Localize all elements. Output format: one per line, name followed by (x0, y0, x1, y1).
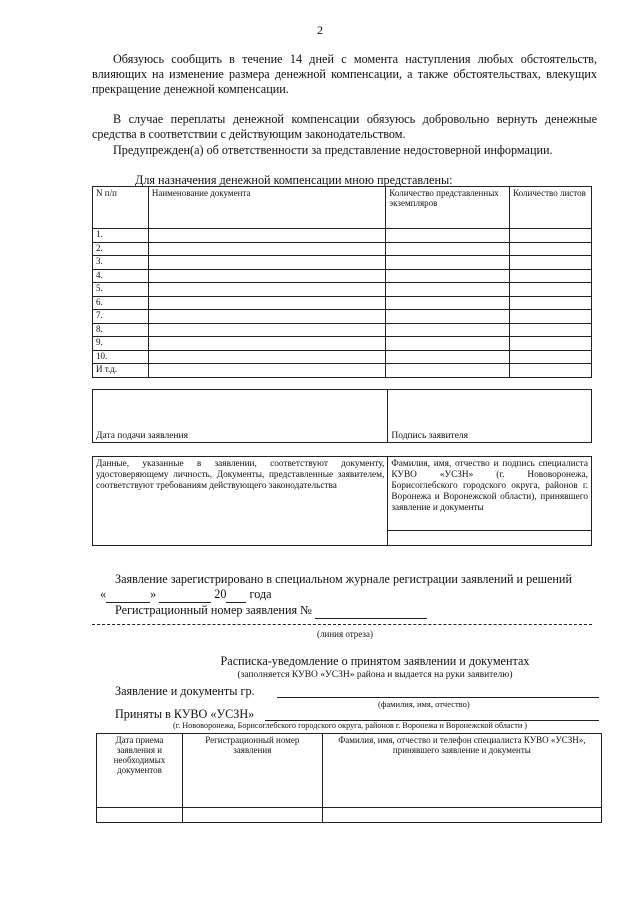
date-quote-open: « (100, 587, 107, 601)
receipt-title: Расписка-уведомление о принятом заявлении и документах (220, 654, 530, 668)
row-number: 6. (93, 296, 149, 310)
copies-cell[interactable] (386, 296, 510, 310)
registration-date-line (100, 587, 272, 603)
document-name-cell[interactable] (148, 256, 385, 270)
copies-cell[interactable] (386, 242, 510, 256)
page-number: 2 (317, 23, 323, 37)
date-day-field[interactable] (106, 587, 150, 603)
registration-text: Заявление зарегистрировано в специальном журнале регистрации заявлений и решений (115, 572, 572, 586)
application-date-label: Дата подачи заявления (96, 431, 188, 441)
registration-number-field[interactable] (315, 603, 427, 619)
receipt-date-header: Дата приема заявления и необходимых документов (97, 734, 183, 808)
table-row (93, 350, 592, 364)
sheets-cell[interactable] (510, 242, 592, 256)
receipt-accepted-hint: (г. Нововоронежа, Борисоглебского городского округа, районов г. Воронежа и Воронежской области ) (173, 721, 528, 730)
table-row (93, 296, 592, 310)
specialist-cell[interactable] (388, 457, 592, 546)
table-row (93, 242, 592, 256)
document-name-cell[interactable] (148, 229, 385, 243)
copies-cell[interactable] (386, 256, 510, 270)
sheets-cell[interactable] (510, 337, 592, 351)
receipt-from-hint: (фамилия, имя, отчество) (378, 699, 470, 709)
document-name-cell[interactable] (148, 323, 385, 337)
row-number: 10. (93, 350, 149, 364)
header-sheets: Количество листов (510, 187, 592, 229)
sheets-cell[interactable] (510, 283, 592, 297)
copies-cell[interactable] (386, 323, 510, 337)
header-copies: Количество представленных экземпляров (386, 187, 510, 229)
registration-number-line (115, 603, 427, 619)
row-number: 2. (93, 242, 149, 256)
applicant-signature-cell[interactable] (388, 390, 592, 443)
document-name-cell[interactable] (148, 310, 385, 324)
copies-cell[interactable] (386, 283, 510, 297)
cut-line-label: (линия отреза) (317, 629, 373, 639)
copies-cell[interactable] (386, 337, 510, 351)
copies-cell[interactable] (386, 229, 510, 243)
date-year-field[interactable] (226, 587, 246, 603)
table-row (93, 310, 592, 324)
table-row (93, 364, 592, 378)
applicant-signature-label: Подпись заявителя (391, 431, 469, 441)
table-row (93, 337, 592, 351)
document-name-cell[interactable] (148, 350, 385, 364)
receipt-specialist-cell[interactable] (322, 808, 601, 823)
specialist-statement: Фамилия, имя, отчество и подпись специалиста КУВО «УСЗН» (г. Нововоронежа, Борисоглебского городского округа, районов г. Воронежа и Воронежской области), принявшего заявление и документы (388, 457, 591, 531)
row-number: 8. (93, 323, 149, 337)
documents-intro: Для назначения денежной компенсации мною представлены: (135, 173, 453, 187)
document-name-cell[interactable] (148, 269, 385, 283)
cut-line (92, 624, 592, 625)
document-name-cell[interactable] (148, 283, 385, 297)
receipt-date-cell[interactable] (97, 808, 183, 823)
table-row (93, 283, 592, 297)
date-year-prefix: 20 (214, 587, 227, 601)
header-document-name: Наименование документа (148, 187, 385, 229)
sheets-cell[interactable] (510, 296, 592, 310)
date-year-suffix: года (249, 587, 272, 601)
copies-cell[interactable] (386, 364, 510, 378)
sheets-cell[interactable] (510, 256, 592, 270)
document-name-cell[interactable] (148, 364, 385, 378)
row-number: И т.д. (93, 364, 149, 378)
sheets-cell[interactable] (510, 310, 592, 324)
documents-table-header (93, 187, 592, 229)
receipt-regnum-cell[interactable] (182, 808, 322, 823)
receipt-from-field[interactable] (277, 697, 599, 698)
receipt-from-line (115, 684, 255, 699)
table-row (93, 269, 592, 283)
table-row (93, 323, 592, 337)
receipt-from-label: Заявление и документы гр. (115, 684, 255, 698)
row-number: 7. (93, 310, 149, 324)
copies-cell[interactable] (386, 310, 510, 324)
sheets-cell[interactable] (510, 364, 592, 378)
row-number: 1. (93, 229, 149, 243)
receipt-accepted-line (115, 707, 254, 722)
row-number: 5. (93, 283, 149, 297)
receipt-table (96, 733, 602, 823)
sheets-cell[interactable] (510, 269, 592, 283)
date-quote-close: » (150, 587, 157, 601)
copies-cell[interactable] (386, 269, 510, 283)
overpayment-paragraph: В случае переплаты денежной компенсации обязуюсь добровольно вернуть денежные средства в соответствии с действующим законодательством. (92, 112, 597, 141)
receipt-specialist-header: Фамилия, имя, отчество и телефон специалиста КУВО «УСЗН», принявшего заявление и документы (322, 734, 601, 808)
table-row (93, 256, 592, 270)
signature-table (92, 389, 592, 443)
receipt-accepted-label: Приняты в КУВО «УСЗН» (115, 707, 255, 721)
row-number: 4. (93, 269, 149, 283)
sheets-cell[interactable] (510, 350, 592, 364)
warning-paragraph: Предупрежден(а) об ответственности за представление недостоверной информации. (113, 143, 553, 157)
verification-statement: Данные, указанные в заявлении, соответствуют документу, удостоверяющему личность, Документы, представленные заявителем, соответствуют требованиям действующего законодательства (93, 457, 388, 546)
verification-table (92, 456, 592, 546)
obligation-paragraph: Обязуюсь сообщить в течение 14 дней с момента наступления любых обстоятельств, влияющих на изменение размера денежной компенсации, а также обстоятельствах, влекущих прекращение денежной компенсации. (92, 52, 597, 96)
row-number: 3. (93, 256, 149, 270)
documents-table (92, 186, 592, 378)
document-name-cell[interactable] (148, 337, 385, 351)
table-row (93, 229, 592, 243)
receipt-subtitle: (заполняется КУВО «УСЗН» района и выдается на руки заявителю) (237, 670, 513, 680)
application-date-cell[interactable] (93, 390, 388, 443)
document-name-cell[interactable] (148, 296, 385, 310)
row-number: 9. (93, 337, 149, 351)
receipt-regnum-header: Регистрационный номер заявления (182, 734, 322, 808)
registration-number-label: Регистрационный номер заявления № (115, 603, 312, 617)
sheets-cell[interactable] (510, 323, 592, 337)
document-name-cell[interactable] (148, 242, 385, 256)
sheets-cell[interactable] (510, 229, 592, 243)
copies-cell[interactable] (386, 350, 510, 364)
header-number: N п/п (93, 187, 149, 229)
date-month-field[interactable] (159, 587, 211, 603)
